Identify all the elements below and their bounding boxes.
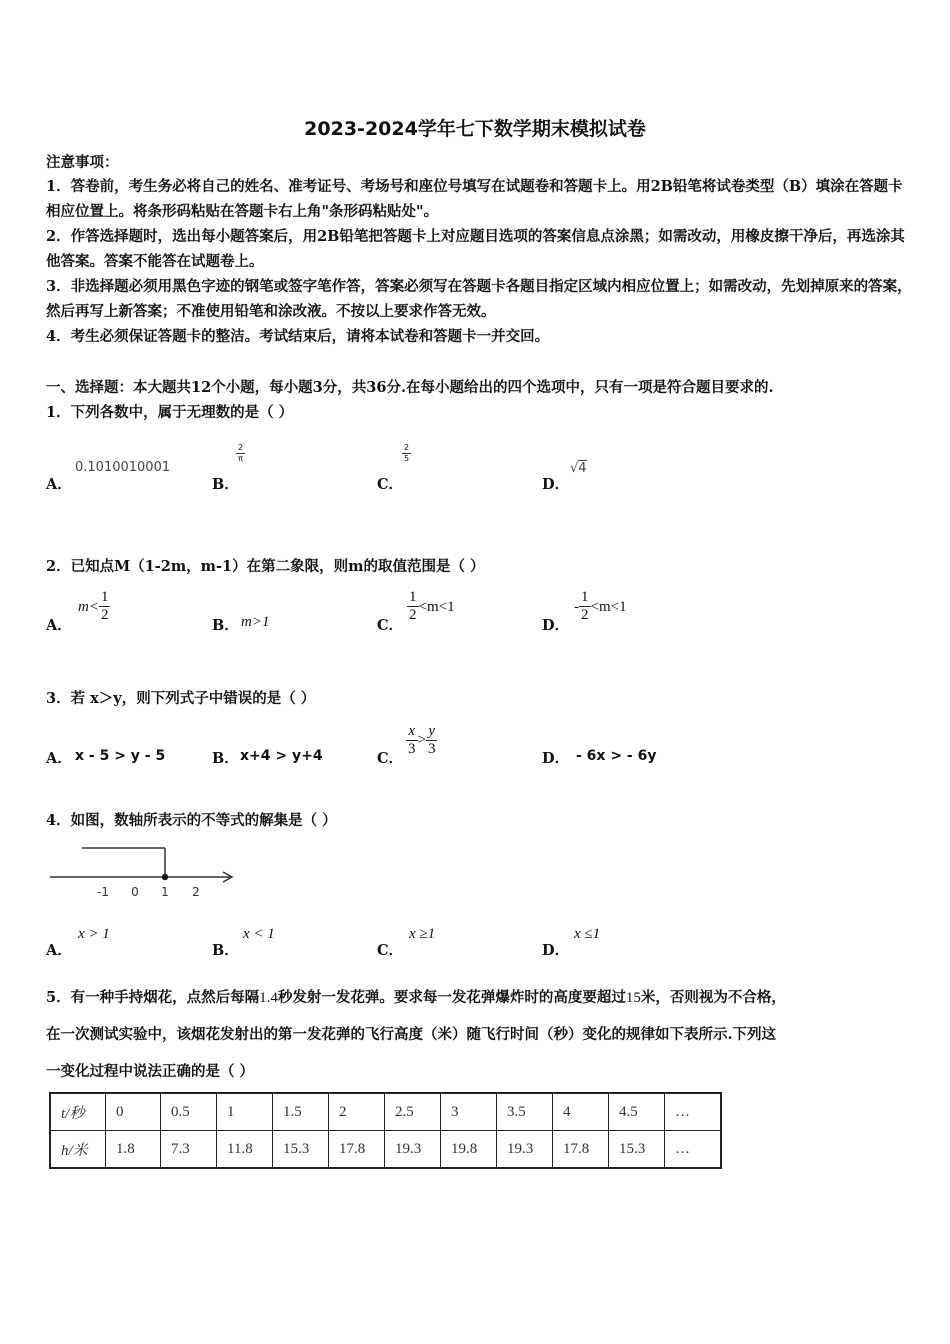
notice-item-3: 3．非选择题必须用黑色字迹的钢笔或签字笔作答，答案必须写在答题卡各题目指定区域内相应位置上；如需改动，先划掉原来的答案，然后再写上新答案；不准使用铅笔和涂改液。不按以上要求作答无效。 (46, 278, 912, 320)
tick-label: -1 (97, 885, 109, 899)
table-cell: 15.3 (609, 1131, 665, 1169)
q4-option-a: x > 1 (78, 926, 110, 942)
q5-line-2: 在一次测试实验中，该烟花发射出的第一发花弹的飞行高度（米）随飞行时间（秒）变化的规律如下表所示.下列这 (46, 1026, 777, 1043)
q1-option-a: 0.1010010001 (75, 460, 171, 475)
table-cell: 1.8 (106, 1131, 161, 1169)
table-cell: 4 (553, 1093, 609, 1131)
q1-stem: 1．下列各数中，属于无理数的是（ ） (46, 404, 294, 421)
q5-line-3: 一变化过程中说法正确的是（ ） (46, 1063, 255, 1080)
notice-heading: 注意事项： (46, 154, 119, 171)
q1-label-c: C． (377, 476, 404, 493)
table-cell: 1.5 (273, 1093, 329, 1131)
notice-item-1: 1．答卷前，考生务必将自己的姓名、准考证号、考场号和座位号填写在试题卷和答题卡上。用2B铅笔将试卷类型（B）填涂在答题卡相应位置上。将条形码粘贴在答题卡右上角"条形码粘贴处"。 (46, 178, 903, 220)
table-cell: 0.5 (161, 1093, 217, 1131)
q2-option-a: m< $\frac{1}{2}$ (78, 589, 109, 623)
q4-label-a: A． (46, 942, 72, 959)
table-cell: 17.8 (329, 1131, 385, 1169)
q4-option-d: x ≤1 (574, 926, 601, 942)
tick-label: 0 (131, 885, 139, 899)
table-cell: 15.3 (273, 1131, 329, 1169)
notice-item-2: 2．作答选择题时，选出每小题答案后，用2B铅笔把答题卡上对应题目选项的答案信息点涂黑；如需改动，用橡皮擦干净后，再选涂其他答案。答案不能答在试题卷上。 (46, 228, 905, 270)
table-row (50, 1131, 721, 1169)
q1-option-d: √4 (570, 461, 587, 476)
table-cell: 19.3 (385, 1131, 441, 1169)
q4-label-c: C． (377, 942, 404, 959)
table-cell: 11.8 (217, 1131, 273, 1169)
table-cell: 17.8 (553, 1131, 609, 1169)
q5-data-table (49, 1092, 722, 1169)
q4-label-b: B． (212, 942, 239, 959)
tick-label: 2 (192, 885, 200, 899)
q3-label-a: A． (46, 750, 72, 767)
q1-label-b: B． (212, 476, 239, 493)
q4-option-c: x ≥1 (409, 926, 436, 942)
table-cell: 2 (329, 1093, 385, 1131)
q2-option-d: - $\frac{1}{2}$ <m<1 (574, 589, 627, 623)
q3-label-c: C． (377, 750, 404, 767)
table-cell: 19.8 (441, 1131, 497, 1169)
table-cell: 7.3 (161, 1131, 217, 1169)
page-title: 2023-2024学年七下数学期末模拟试卷 (304, 118, 646, 140)
filled-point (162, 874, 168, 880)
tick-label: 1 (161, 885, 169, 899)
q4-label-d: D． (542, 942, 570, 959)
q3-stem: 3．若 x＞y，则下列式子中错误的是（ ） (46, 690, 316, 707)
sqrt-icon: √ (570, 461, 579, 476)
q3-label-b: B． (212, 750, 239, 767)
q3-option-d: - 6x > - 6y (576, 748, 657, 764)
table-cell: 4.5 (609, 1093, 665, 1131)
q2-label-c: C． (377, 617, 404, 634)
table-cell: … (665, 1131, 722, 1169)
q4-option-b: x < 1 (243, 926, 275, 942)
q2-label-d: D． (542, 617, 570, 634)
q3-label-d: D． (542, 750, 570, 767)
q2-label-a: A． (46, 617, 72, 634)
q2-option-c: $\frac{1}{2}$ <m<1 (409, 589, 455, 623)
q1-option-c: $\frac{2}{5}$ (404, 443, 410, 463)
q1-label-d: D． (542, 476, 570, 493)
q4-stem: 4．如图，数轴所表示的不等式的解集是（ ） (46, 812, 337, 829)
table-cell: h/米 (50, 1131, 106, 1169)
q3-option-b: x+4 > y+4 (240, 748, 323, 764)
table-cell: 2.5 (385, 1093, 441, 1131)
number-line-figure (46, 840, 246, 905)
q1-option-b: $\frac{2}{\pi}$ (238, 443, 244, 463)
table-cell: 3 (441, 1093, 497, 1131)
q1-label-a: A． (46, 476, 72, 493)
section-heading: 一、选择题：本大题共12个小题，每小题3分，共36分.在每小题给出的四个选项中，只有一项是符合题目要求的. (46, 379, 774, 396)
q5-line-1: 5．有一种手持烟花，点然后每隔1.4秒发射一发花弹。要求每一发花弹爆炸时的高度要超过15米，否则视为不合格， (46, 989, 786, 1006)
q3-option-a: x - 5 > y - 5 (75, 748, 166, 764)
table-row (50, 1093, 721, 1131)
table-cell: … (665, 1093, 722, 1131)
q2-label-b: B． (212, 617, 239, 634)
q3-option-c: $\frac{x}{3}$ > $\frac{y}{3}$ (408, 723, 436, 757)
notice-item-4: 4．考生必须保证答题卡的整洁。考试结束后，请将本试卷和答题卡一并交回。 (46, 328, 550, 345)
q2-stem: 2．已知点M（1-2m，m-1）在第二象限，则m的取值范围是（ ） (46, 558, 485, 575)
table-cell: 19.3 (497, 1131, 553, 1169)
table-cell: 1 (217, 1093, 273, 1131)
table-cell: 0 (106, 1093, 161, 1131)
q2-option-b: m>1 (241, 614, 270, 630)
table-cell: 3.5 (497, 1093, 553, 1131)
table-cell: t/秒 (50, 1093, 106, 1131)
